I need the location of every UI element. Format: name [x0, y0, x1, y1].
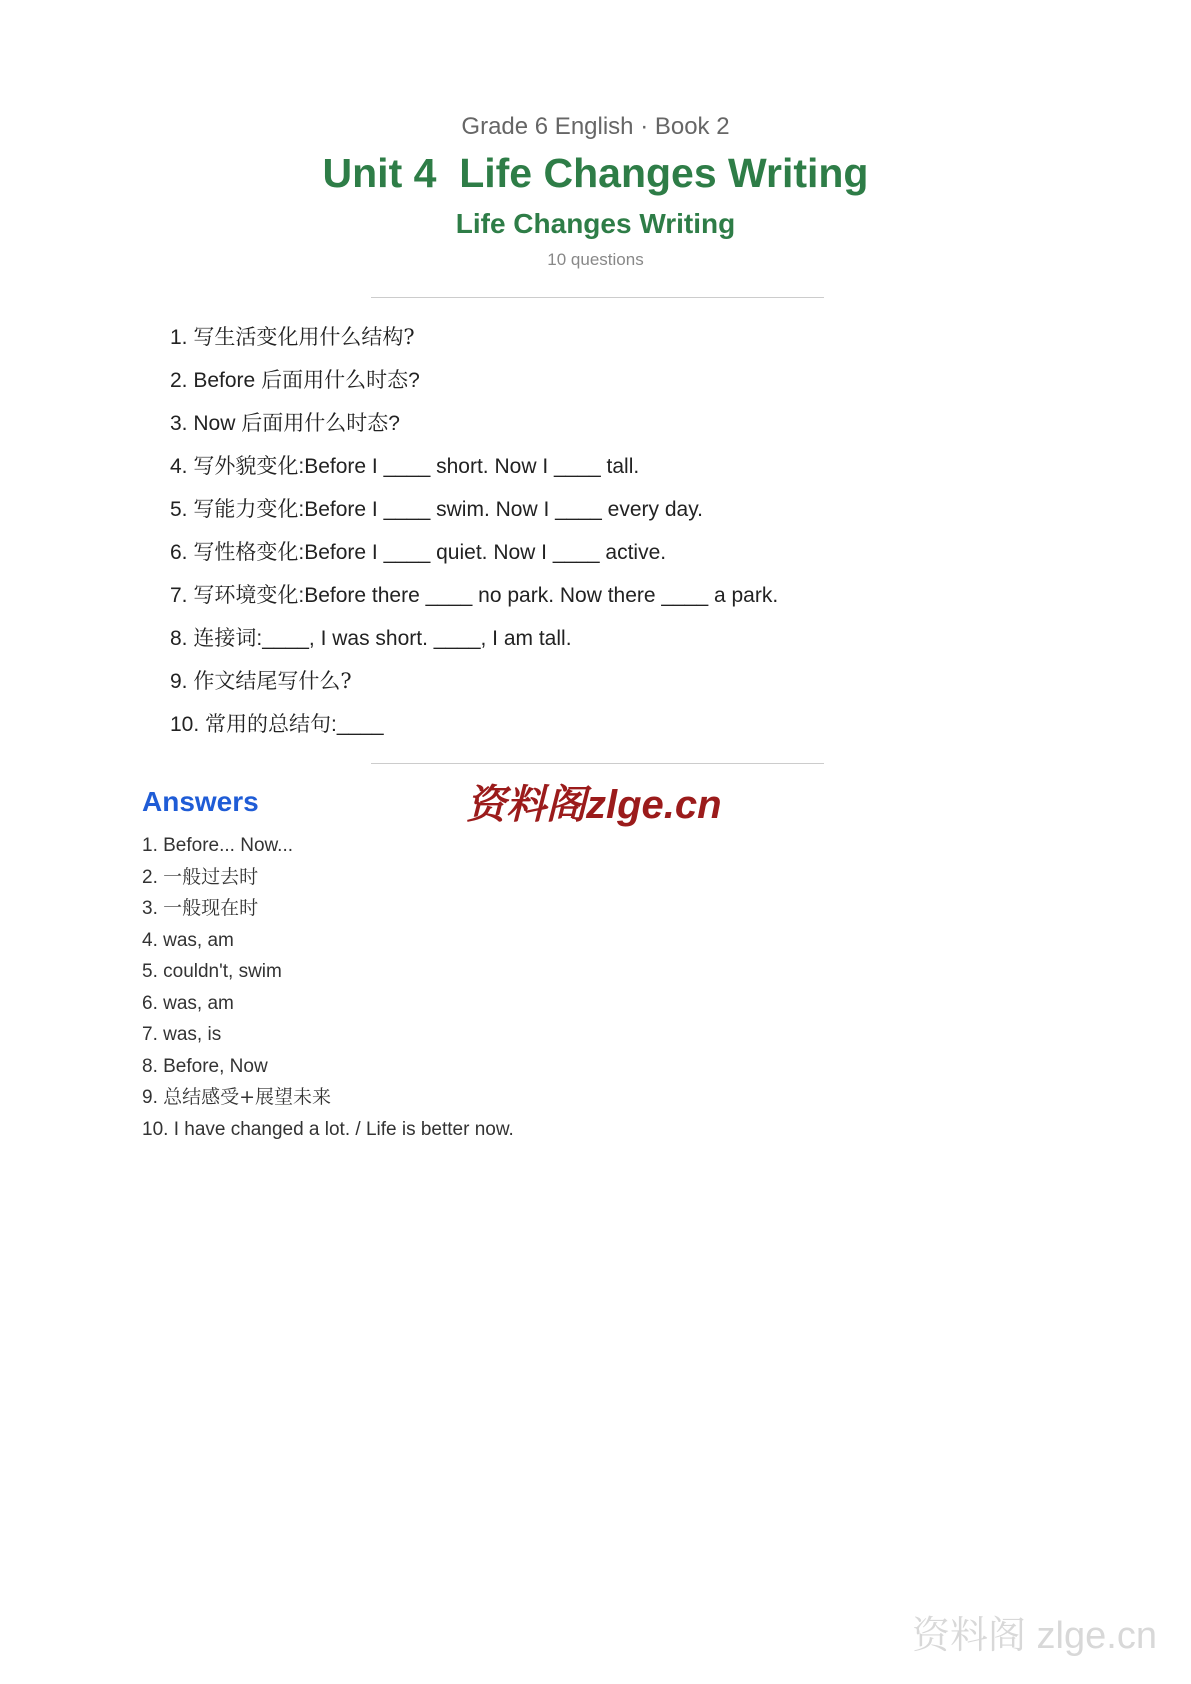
question-item — [170, 660, 778, 703]
question-item — [170, 617, 778, 660]
answer-text: Before, Now — [163, 1055, 268, 1077]
answer-text: I have changed a lot. / Life is better now. — [173, 1118, 514, 1140]
watermark-logo: 资料阁zlge.cn — [466, 783, 722, 827]
question-text: Now 后面用什么时态? — [193, 412, 400, 435]
answer-item — [142, 1082, 514, 1114]
answer-number: 7. — [142, 1024, 164, 1045]
answer-number: 10. — [142, 1118, 174, 1140]
answers-heading: Answers — [142, 786, 259, 817]
answer-text: was, am — [163, 929, 234, 951]
answer-text: was, am — [163, 992, 234, 1014]
question-text: 写能力变化:Before I ____ swim. Now I ____ every day. — [193, 498, 703, 521]
question-text: 写生活变化用什么结构? — [193, 325, 415, 349]
answer-item — [142, 1114, 514, 1146]
answer-number: 6. — [142, 992, 164, 1014]
answer-number: 8. — [142, 1055, 164, 1077]
question-item — [170, 574, 778, 617]
question-item — [170, 531, 778, 574]
answer-item — [142, 1051, 514, 1083]
question-item — [170, 402, 778, 445]
question-number: 9. — [170, 670, 194, 693]
answer-text: 一般过去时 — [163, 865, 259, 888]
question-list — [170, 316, 778, 746]
question-item — [170, 316, 778, 359]
answer-number: 9. — [142, 1087, 164, 1108]
answer-number: 1. — [142, 835, 164, 856]
question-item — [170, 359, 778, 402]
question-text: 连接词:____, I was short. ____, I am tall. — [193, 627, 572, 650]
page-title: Unit 4 Life Changes Writing — [322, 150, 869, 196]
question-text: 写性格变化:Before I ____ quiet. Now I ____ active. — [193, 541, 667, 564]
question-item — [170, 703, 778, 746]
question-number: 10. — [170, 713, 206, 736]
question-number: 3. — [170, 412, 194, 435]
answer-text: couldn't, swim — [163, 961, 282, 982]
answer-text: 一般现在时 — [163, 897, 259, 919]
answer-number: 5. — [142, 961, 164, 982]
question-number: 6. — [170, 541, 194, 564]
answer-text: Before... Now... — [163, 835, 294, 856]
answer-item — [142, 862, 514, 894]
middle-divider — [371, 763, 824, 764]
answer-text: 总结感受+展望未来 — [163, 1086, 332, 1108]
question-text: Before 后面用什么时态? — [193, 369, 420, 392]
question-number: 8. — [170, 627, 194, 650]
question-item — [170, 488, 778, 531]
answer-list — [142, 830, 514, 1145]
answer-item — [142, 893, 514, 925]
question-number: 1. — [170, 326, 194, 349]
answer-item — [142, 1019, 514, 1051]
question-number: 2. — [170, 369, 194, 392]
question-text: 写外貌变化:Before I ____ short. Now I ____ tall. — [193, 455, 640, 478]
answer-item — [142, 988, 514, 1020]
answer-number: 4. — [142, 929, 164, 951]
question-number: 4. — [170, 455, 194, 478]
question-text: 作文结尾写什么? — [193, 669, 352, 693]
question-number: 7. — [170, 584, 194, 607]
answer-number: 3. — [142, 898, 164, 919]
corner-watermark: 资料阁 zlge.cn — [912, 1615, 1157, 1657]
question-number: 5. — [170, 498, 194, 521]
answer-number: 2. — [142, 866, 164, 888]
question-item — [170, 445, 778, 488]
answer-item — [142, 830, 514, 862]
question-text: 写环境变化:Before there ____ no park. Now there ____ a park. — [193, 584, 779, 607]
top-divider — [371, 297, 824, 298]
question-count: 10 questions — [547, 250, 644, 269]
page-subtitle: Life Changes Writing — [455, 208, 736, 239]
subject-label: Grade 6 English · Book 2 — [461, 113, 730, 140]
answer-text: was, is — [163, 1024, 222, 1045]
answer-item — [142, 956, 514, 988]
answer-item — [142, 925, 514, 957]
question-text: 常用的总结句:____ — [205, 713, 384, 736]
